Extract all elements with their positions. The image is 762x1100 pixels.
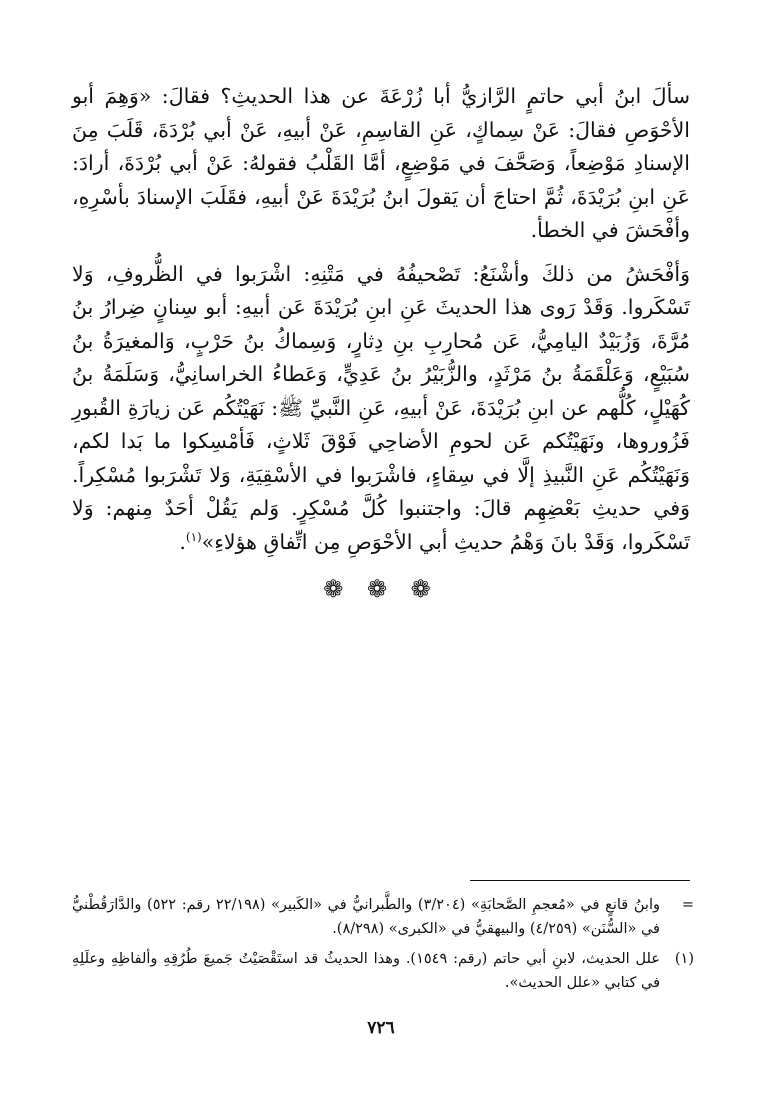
paragraph-2-text: وَأفْحَشُ من ذلكَ وأشْنَعُ: تَصْحيفُهُ في مَتْنِهِ: اشْرَبوا في الظُّروفِ، وَلا تَسْكَروا. وَقَدْ رَوى هذا الحديثَ عَنِ ابنِ بُرَيْدَةَ عَن أبيهِ: أبو سِنانٍ ضِرارُ بنُ مُرَّةَ، وَزُبَيْدٌ اليامِيُّ، عَن مُحارِبِ بنِ دِثارٍ، وَسِماكُ بنُ حَرْبٍ، وَالمغيرَةُ بنُ سُبَيْعٍ، وَعَلْقَمَةُ بنُ مَرْثَدٍ، والزُّبَيْرُ بنُ عَدِيٍّ، وَعَطاءُ الخراسانِيُّ، وَسَلَمَةُ بنُ كُهَيْلٍ، كُلُّهم عن ابنِ بُرَيْدَةَ، عَنْ أبيهِ، عَنِ النَّبيِّ ﷺ: نَهَيْتُكُم عَن زيارَةِ القُبورِ فَزُوروها، ونَهَيْتُكم عَن لحومِ الأضاحِي فَوْقَ ثَلاثٍ، فَأمْسِكوا ما بَدا لكم، وَنَهَيْتُكُم عَنِ النَّبيذِ إلَّا في سِقاءٍ، فاشْرَبوا في الأسْقِيَةِ، وَلا تَشْرَبوا مُسْكِراً. وَفي حديثِ بَعْضِهِم قالَ: واجتنبوا كُلَّ مُسْكِرٍ. وَلم يَقُلْ أحَدٌ مِنهم: وَلا تَسْكَروا، وَقَدْ بانَ وَهْمُ حديثِ أبي الأحْوَصِ مِن اتِّفاقِ هؤلاءِ»	[72, 261, 690, 554]
body-paragraph-1	[72, 80, 690, 248]
section-divider-ornament: ❁ ❁ ❁	[323, 575, 439, 603]
footnote-reference[interactable]: (١)	[185, 529, 202, 544]
footnote-1	[72, 947, 694, 995]
footnote-1-text: علل الحديث، لابنِ أبي حاتم (رقم: ١٥٤٩). وهذا الحديثُ قد استَقْصَيْتُ جَميعَ طُرُقِهِ وألفاظِهِ وعلَلِهِ في كتابي «علل الحديث».	[72, 951, 660, 991]
footnote-continuation	[72, 893, 694, 941]
footnote-1-marker: (١)	[674, 951, 694, 967]
footnote-continuation-text: وابنُ قانعٍ في «مُعجمِ الصَّحابَةِ» (٣/٢٠٤) والطَّبرانيُّ في «الكَبير» (٢٢/١٩٨ رقم: ٥٢٢) والدَّارَقُطْنيُّ في «السُّنَن» (٤/٢٥٩) والبيهقيُّ في «الكبرى» (٨/٢٩٨).	[72, 897, 660, 937]
body-paragraph-2: وَأفْحَشُ من ذلكَ وأشْنَعُ: تَصْحيفُهُ في مَتْنِهِ: اشْرَبوا في الظُّروفِ، وَلا تَسْكَروا. وَقَدْ رَوى هذا الحديثَ عَنِ ابنِ بُرَيْدَةَ عَن أبيهِ: أبو سِنانٍ ضِرارُ بنُ مُرَّةَ، وَزُبَيْدٌ اليامِيُّ، عَن مُحارِبِ بنِ دِثارٍ، وَسِماكُ بنُ حَرْبٍ، وَالمغيرَةُ بنُ سُبَيْعٍ، وَعَلْقَمَةُ بنُ مَرْثَدٍ، والزُّبَيْرُ بنُ عَدِيٍّ، وَعَطاءُ الخراسانِيُّ، وَسَلَمَةُ بنُ كُهَيْلٍ، كُلُّهم عن ابنِ بُرَيْدَةَ، عَنْ أبيهِ، عَنِ النَّبيِّ ﷺ: نَهَيْتُكُم عَن زيارَةِ القُبورِ فَزُوروها، ونَهَيْتُكم عَن لحومِ الأضاحِي فَوْقَ ثَلاثٍ، فَأمْسِكوا ما بَدا لكم، وَنَهَيْتُكُم عَنِ النَّبيذِ إلَّا في سِقاءٍ، فاشْرَبوا في الأسْقِيَةِ، وَلا تَشْرَبوا مُسْكِراً. وَفي حديثِ بَعْضِهِم قالَ: واجتنبوا كُلَّ مُسْكِرٍ. وَلم يَقُلْ أحَدٌ مِنهم: وَلا تَسْكَروا، وَقَدْ بانَ وَهْمُ حديثِ أبي الأحْوَصِ مِن اتِّفاقِ هؤلاءِ»$^{(١)}$.	[72, 261, 690, 554]
paragraph-1-text: سألَ ابنُ أبي حاتمٍ الرَّازيُّ أبا زُرْعَةَ عن هذا الحديثِ؟ فقالَ: «وَهِمَ أبو الأحْوَصِ فقالَ: عَنْ سِماكٍ، عَنِ القاسِمِ، عَنْ أبيهِ، عَنْ أبي بُرْدَةَ، قَلَبَ مِنَ الإسنادِ مَوْضِعاً، وَصَحَّفَ في مَوْضِعٍ، أمَّا القَلْبُ فقولهُ: عَنْ أبي بُرْدَةَ، أرادَ: عَنِ ابنِ بُرَيْدَةَ، ثُمَّ احتاجَ أن يَقولَ ابنُ بُرَيْدَةَ عَنْ أبيهِ، فقَلَبَ الإسنادَ بأسْرِهِ، وأفْحَشَ في الخطأ.	[72, 84, 690, 242]
footnote-separator-rule	[470, 880, 690, 881]
footnotes-section	[72, 880, 694, 1001]
book-page	[72, 80, 694, 1060]
page-number: ٧٢٦	[367, 1018, 395, 1038]
footnote-continuation-marker: =	[681, 897, 694, 913]
